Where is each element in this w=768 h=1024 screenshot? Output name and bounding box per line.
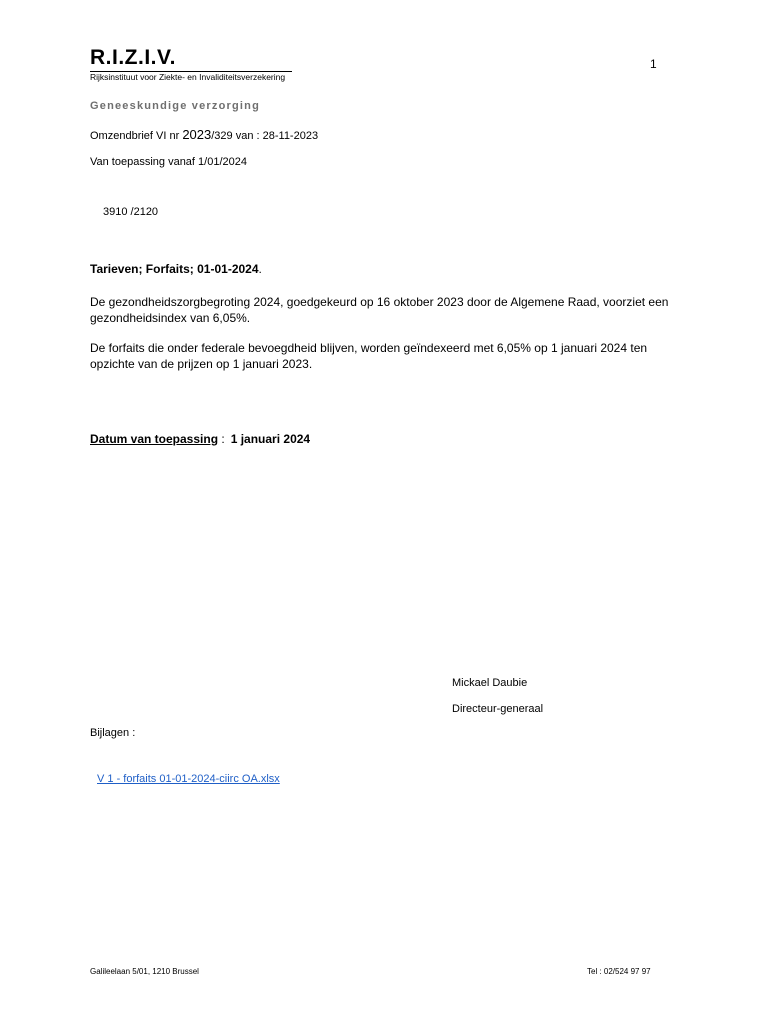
organization-full-name: Rijksinstituut voor Ziekte- en Invaliditeitsverzekering	[90, 72, 286, 82]
circular-year: 2023	[182, 127, 212, 142]
signer-title: Directeur-generaal	[452, 703, 544, 715]
footer-address: Galileelaan 5/01, 1210 Brussel	[90, 967, 199, 976]
attachment-link[interactable]: V 1 - forfaits 01-01-2024-ciirc OA.xlsx	[97, 773, 280, 785]
department-title: Geneeskundige verzorging	[90, 100, 261, 112]
subject-punctuation: .	[258, 262, 262, 276]
circular-number-line	[90, 127, 318, 142]
effective-date-label: Datum van toepassing	[90, 432, 219, 446]
signer-name: Mickael Daubie	[452, 677, 528, 689]
attachments-label: Bijlagen :	[90, 727, 136, 739]
subject-line	[90, 262, 262, 276]
circular-number-suffix: /329 van : 28-11-2023	[211, 130, 319, 142]
organization-abbreviation: R.I.Z.I.V.	[90, 46, 176, 69]
effective-date-separator: :	[218, 432, 225, 446]
page-number: 1	[650, 57, 657, 71]
body-paragraph-1: De gezondheidszorgbegroting 2024, goedgekeurd op 16 oktober 2023 door de Algemene Raad, voorziet een gezondheidsindex van 6,05%.	[90, 295, 669, 325]
effective-date-line	[90, 432, 310, 446]
effective-date-value: 1 januari 2024	[230, 432, 311, 446]
reference-code: 3910 /2120	[103, 206, 159, 218]
subject-title: Tarieven; Forfaits; 01-01-2024	[90, 262, 259, 276]
body-paragraph-2: De forfaits die onder federale bevoegdheid blijven, worden geïndexeerd met 6,05% op 1 januari 2024 ten opzichte van de prijzen op 1 januari 2023.	[90, 341, 648, 371]
applies-from-line: Van toepassing vanaf 1/01/2024	[90, 156, 247, 168]
circular-prefix: Omzendbrief VI nr	[90, 130, 183, 142]
footer-phone: Tel : 02/524 97 97	[587, 967, 651, 976]
